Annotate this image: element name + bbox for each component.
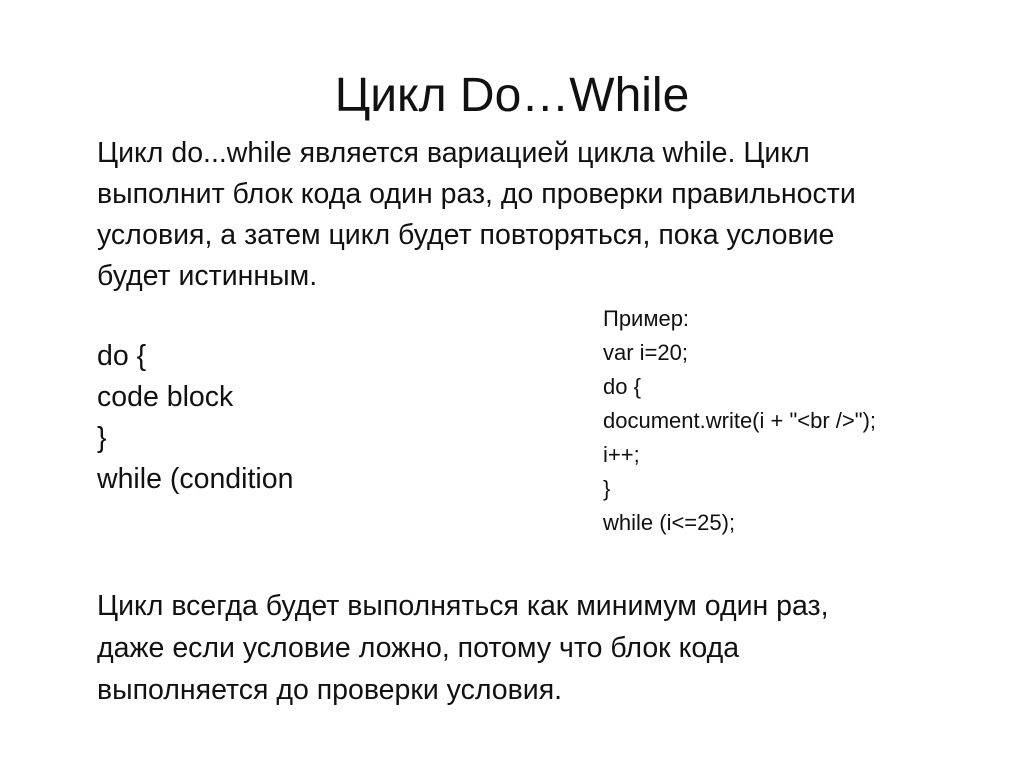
example-line: document.write(i + "<br />"); xyxy=(603,408,877,433)
example-heading: Пример: xyxy=(603,306,690,331)
intro-line: выполнит блок кода один раз, до проверки правильности xyxy=(97,178,856,210)
example-line: i++; xyxy=(603,442,640,467)
syntax-line: } xyxy=(97,422,107,454)
outro-line: выполняется до проверки условия. xyxy=(97,674,563,706)
outro-line: Цикл всегда будет выполняться как минимум один раз, xyxy=(97,590,829,622)
syntax-line: while (condition xyxy=(97,463,294,495)
example-line: var i=20; xyxy=(603,340,688,365)
syntax-line: do { xyxy=(97,340,147,372)
example-line: while (i<=25); xyxy=(603,510,736,535)
example-code-block xyxy=(603,302,1003,540)
outro-paragraph xyxy=(97,585,977,711)
intro-paragraph xyxy=(97,133,977,297)
slide-title: Цикл Do…While xyxy=(334,69,690,122)
intro-line: будет истинным. xyxy=(97,260,318,292)
example-line: } xyxy=(603,476,611,501)
syntax-line: code block xyxy=(97,381,234,413)
example-line: do { xyxy=(603,374,641,399)
intro-line: условия, а затем цикл будет повторяться, пока условие xyxy=(97,219,835,251)
syntax-block xyxy=(97,336,537,500)
outro-line: даже если условие ложно, потому что блок кода xyxy=(97,632,740,664)
intro-line: Цикл do...while является вариацией цикла while. Цикл xyxy=(97,137,810,169)
